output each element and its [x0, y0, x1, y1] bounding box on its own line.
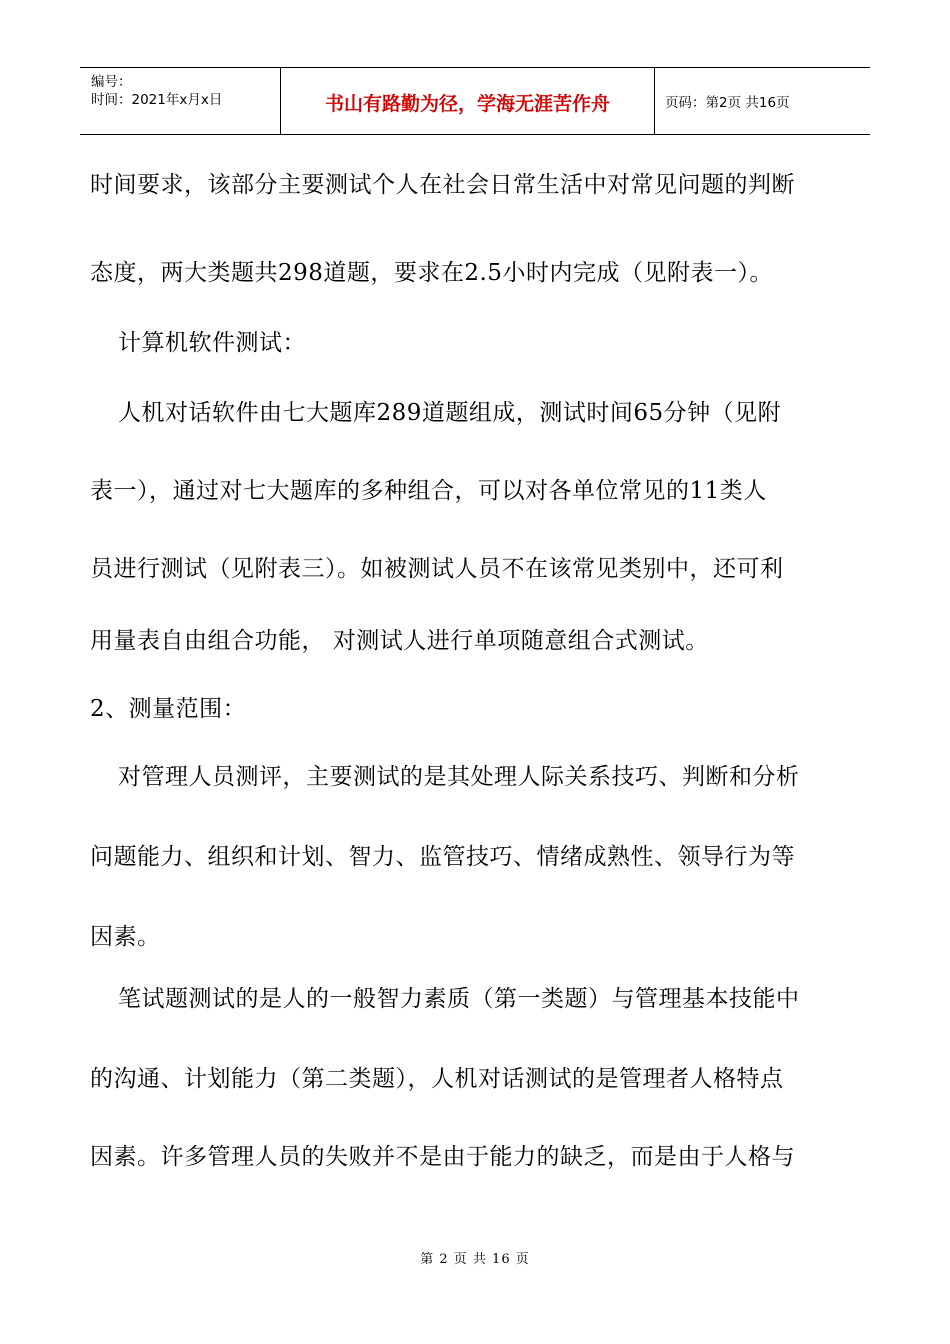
body-line: 员进行测试（见附表三）。如被测试人员不在该常见类别中，还可利 [90, 556, 784, 582]
header-meta-cell [80, 68, 281, 134]
header-motto: 书山有路勤为径，学海无涯苦作舟 [281, 68, 655, 134]
section-heading: 计算机软件测试： [118, 330, 306, 356]
document-number-label: 编号： [91, 74, 132, 90]
page-footer: 第 2 页 共 16 页 [420, 1252, 530, 1267]
body-line: 用量表自由组合功能， 对测试人进行单项随意组合式测试。 [90, 628, 709, 654]
body-line: 笔试题测试的是人的一般智力素质（第一类题）与管理基本技能中 [118, 986, 800, 1012]
body-line: 因素。 [90, 924, 161, 950]
body-line: 时间要求，该部分主要测试个人在社会日常生活中对常见问题的判断 [90, 172, 795, 198]
body-line: 表一），通过对七大题库的多种组合，可以对各单位常见的11类人 [90, 478, 767, 504]
header-table [80, 67, 870, 135]
document-time-label: 时间：2021年x月x日 [91, 92, 223, 108]
body-line: 的沟通、计划能力（第二类题），人机对话测试的是管理者人格特点 [90, 1066, 784, 1092]
body-line: 问题能力、组织和计划、智力、监管技巧、情绪成熟性、领导行为等 [90, 844, 795, 870]
body-line: 对管理人员测评，主要测试的是其处理人际关系技巧、判断和分析 [118, 764, 800, 790]
body-line: 因素。许多管理人员的失败并不是由于能力的缺乏，而是由于人格与 [90, 1144, 795, 1170]
section-heading: 2、测量范围： [90, 696, 247, 722]
header-page-info: 页码：第2页 共16页 [665, 95, 790, 111]
body-line: 态度，两大类题共298道题，要求在2.5小时内完成（见附表一）。 [90, 260, 773, 286]
body-line: 人机对话软件由七大题库289道题组成，测试时间65分钟（见附 [118, 400, 782, 426]
